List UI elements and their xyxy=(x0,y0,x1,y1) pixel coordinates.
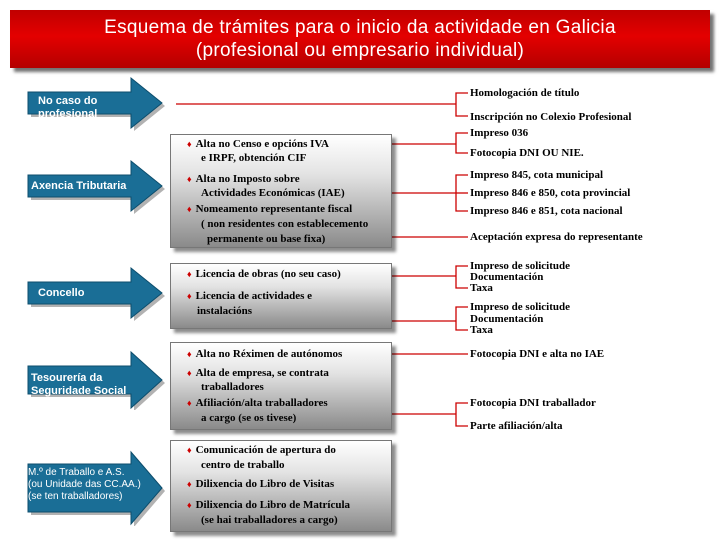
arrow-tributaria xyxy=(26,158,166,214)
arrow-seguridade xyxy=(26,350,166,410)
box-concello xyxy=(170,263,392,329)
list-item: ♦ Afiliación/alta traballadores xyxy=(187,397,328,409)
title-line-1: Esquema de trámites para o inicio da actividade en Galicia xyxy=(104,17,616,38)
requirement-text: Aceptación expresa do representante xyxy=(470,231,643,243)
list-item-cont: a cargo (se os tivese) xyxy=(201,412,297,424)
red-diamond-bullet-icon: ♦ xyxy=(187,291,192,301)
requirement-text: Taxa xyxy=(470,324,493,336)
red-diamond-bullet-icon: ♦ xyxy=(187,445,192,455)
list-item: ♦ Nomeamento representante fiscal xyxy=(187,203,353,215)
requirement-text: Parte afiliación/alta xyxy=(470,420,563,432)
arrow-label-concello: Concello xyxy=(38,287,85,299)
requirement-text: Homologación de título xyxy=(470,87,580,99)
box-seguridade xyxy=(170,342,392,430)
list-item: ♦ Alta de empresa, se contrata xyxy=(187,367,329,379)
requirement-text: Impreso 036 xyxy=(470,127,529,139)
list-item-cont: instalacións xyxy=(197,305,253,317)
list-item-cont: traballadores xyxy=(201,381,264,393)
list-item: ♦ Alta no Imposto sobre xyxy=(187,173,300,185)
arrow-profesional xyxy=(26,75,166,131)
red-diamond-bullet-icon: ♦ xyxy=(187,398,192,408)
red-diamond-bullet-icon: ♦ xyxy=(187,269,192,279)
requirement-text: Inscripción no Colexio Profesional xyxy=(470,111,632,123)
bracket xyxy=(456,133,468,153)
arrow-label-tributaria: Axencia Tributaria xyxy=(31,180,127,192)
requirement-text: Documentación xyxy=(470,271,544,283)
list-item-cont: ( non residentes con establecemento xyxy=(201,218,369,230)
red-diamond-bullet-icon: ♦ xyxy=(187,368,192,378)
red-diamond-bullet-icon: ♦ xyxy=(187,349,192,359)
arrow-concello xyxy=(26,265,166,321)
requirement-text: Impreso 846 e 850, cota provincial xyxy=(470,187,631,199)
box-tributaria xyxy=(170,134,392,248)
arrow-label-traballo: M.º de Traballo e A.S. (ou Unidade das CC.AA.) (se ten traballadores) xyxy=(28,467,141,502)
list-item-cont: Actividades Económicas (IAE) xyxy=(201,187,345,199)
requirement-text: Fotocopia DNI OU NIE. xyxy=(470,147,584,159)
bracket xyxy=(456,266,468,288)
list-item: ♦ Alta no Censo e opcións IVA xyxy=(187,138,329,150)
red-diamond-bullet-icon: ♦ xyxy=(187,204,192,214)
list-item: ♦ Licencia de actividades e xyxy=(187,290,312,302)
bracket xyxy=(456,403,468,426)
list-item-cont: (se hai traballadores a cargo) xyxy=(201,514,338,526)
requirement-text: Impreso 845, cota municipal xyxy=(470,169,604,181)
list-item: ♦ Licencia de obras (no seu caso) xyxy=(187,268,341,280)
red-diamond-bullet-icon: ♦ xyxy=(187,500,192,510)
red-diamond-bullet-icon: ♦ xyxy=(187,174,192,184)
list-item: ♦ Dilixencia do Libro de Visitas xyxy=(187,478,335,490)
requirement-text: Fotocopia DNI e alta no IAE xyxy=(470,348,605,360)
arrow-label-profesional: No caso do profesional xyxy=(38,95,98,120)
requirement-text: Fotocopia DNI traballador xyxy=(470,397,596,409)
requirement-text: Taxa xyxy=(470,282,493,294)
requirement-text: Impreso 846 e 851, cota nacional xyxy=(470,205,623,217)
list-item: ♦ Dilixencia do Libro de Matrícula xyxy=(187,499,350,511)
title-line-2: (profesional ou empresario individual) xyxy=(195,40,525,61)
requirement-text: Impreso de solicitude xyxy=(470,260,571,272)
red-diamond-bullet-icon: ♦ xyxy=(187,479,192,489)
requirement-text: Documentación xyxy=(470,313,544,325)
arrow-traballo xyxy=(26,450,166,526)
list-item-cont: e IRPF, obtención CIF xyxy=(201,152,307,164)
bracket xyxy=(456,93,468,116)
requirement-text: Impreso de solicitude xyxy=(470,301,571,313)
red-diamond-bullet-icon: ♦ xyxy=(187,139,192,149)
list-item-cont: permanente ou base fixa) xyxy=(207,233,326,245)
arrow-label-seguridade: Tesourería da Seguridade Social xyxy=(31,372,127,397)
bracket xyxy=(456,307,468,330)
list-item-cont: centro de traballo xyxy=(201,459,285,471)
list-item: ♦ Comunicación de apertura do xyxy=(187,444,336,456)
list-item: ♦ Alta no Réximen de autónomos xyxy=(187,348,343,360)
box-traballo xyxy=(170,440,392,532)
